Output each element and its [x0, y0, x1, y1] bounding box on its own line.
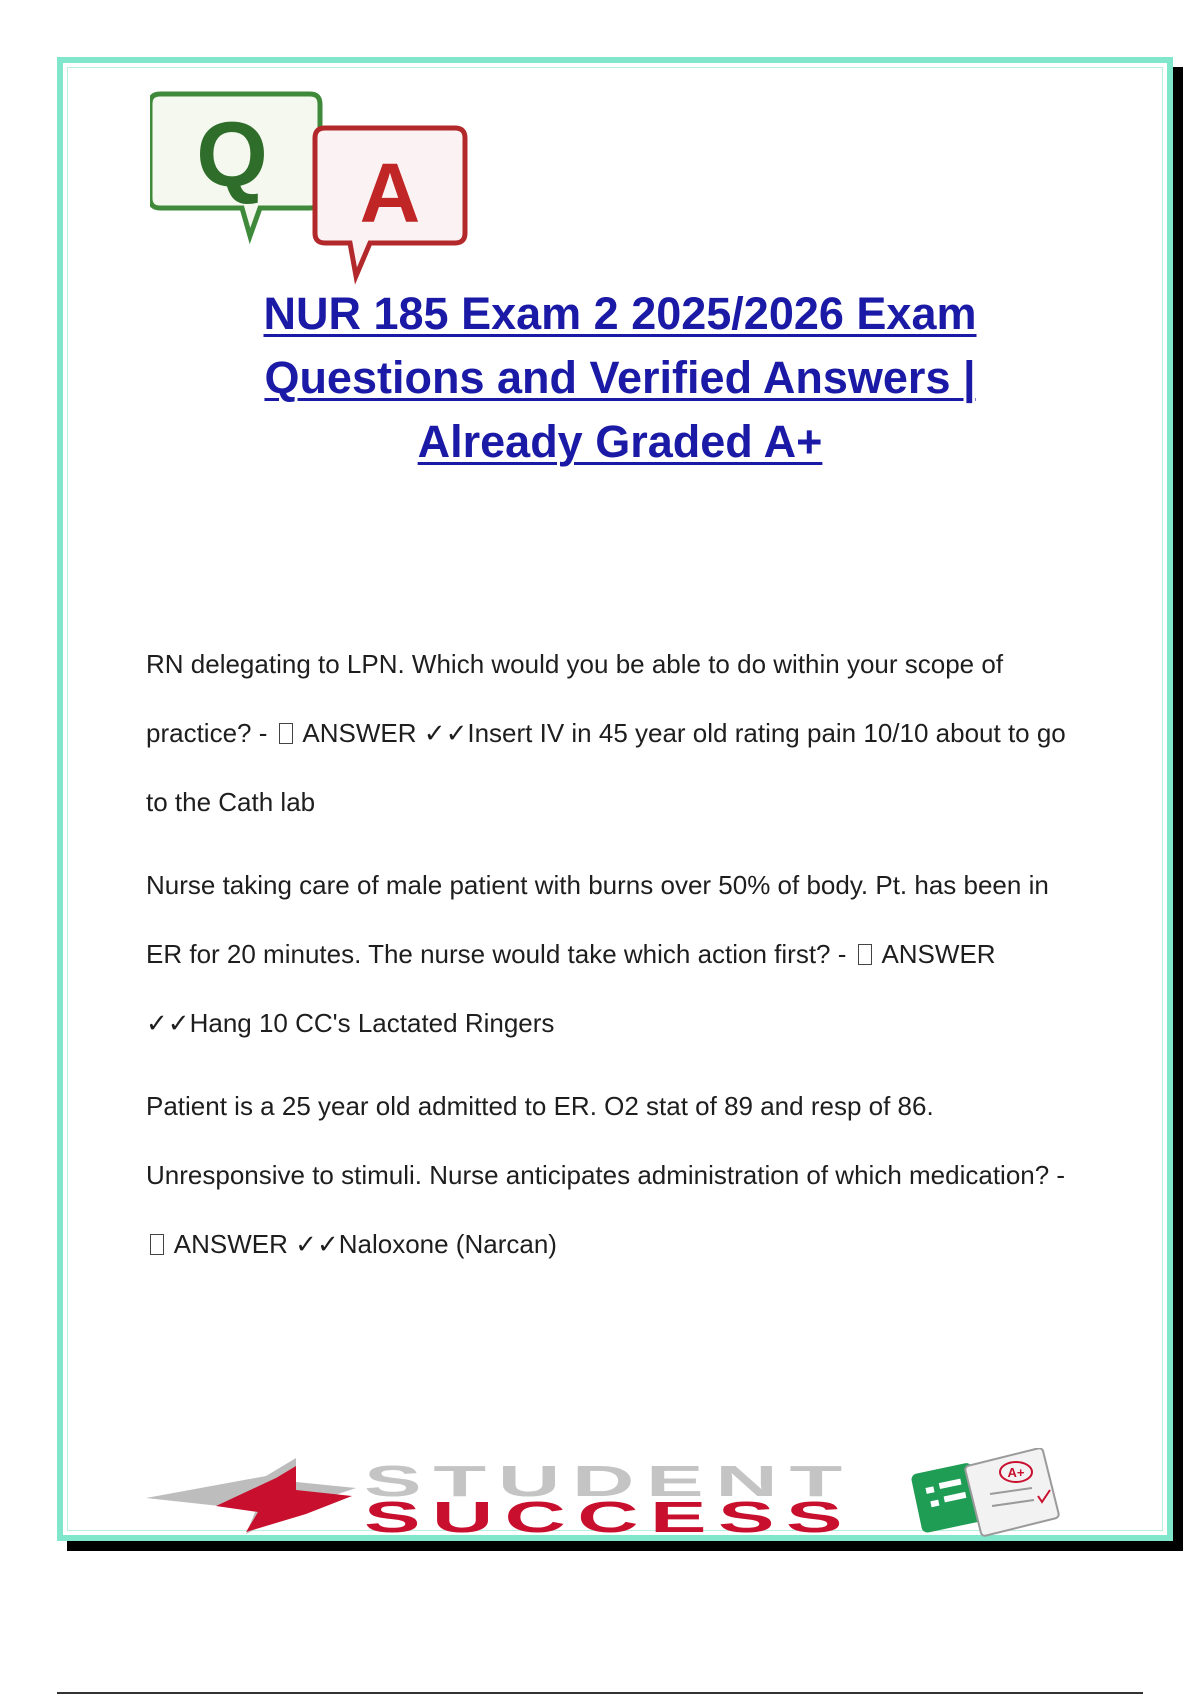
- answer-label: ANSWER: [302, 718, 417, 748]
- grade-badge: A+: [1007, 1465, 1025, 1480]
- page-title[interactable]: [180, 282, 1060, 474]
- student-success-logo: [146, 1448, 1086, 1538]
- title-line-1[interactable]: NUR 185 Exam 2 2025/2026 Exam: [263, 288, 977, 339]
- missing-glyph-icon: [279, 723, 293, 744]
- answer-text: Insert IV in 45 year old rating pain 10/10 about to go to the Cath lab: [146, 718, 1066, 817]
- qa-list: [146, 630, 1086, 1293]
- missing-glyph-icon: [858, 944, 872, 965]
- title-line-3[interactable]: Already Graded A+: [417, 416, 823, 467]
- checkmark-icon: ✓✓: [146, 1008, 190, 1038]
- question-text: Patient is a 25 year old admitted to ER. O2 stat of 89 and resp of 86. Unresponsive to stimuli. Nurse anticipates administration of which medication? -: [146, 1091, 1066, 1190]
- graded-paper-icon: [964, 1448, 1059, 1537]
- checkmark-icon: ✓✓: [423, 718, 468, 748]
- logo-word-student: STUDENT: [364, 1457, 854, 1506]
- logo-star-red: [216, 1466, 352, 1532]
- logo-word-success: SUCCESS: [364, 1493, 854, 1538]
- qa-speech-bubbles-logo: [150, 88, 480, 288]
- qa-item: [146, 630, 1086, 837]
- qa-item: [146, 1072, 1086, 1279]
- answer-text: Naloxone (Narcan): [338, 1229, 557, 1259]
- question-text: RN delegating to LPN. Which would you be able to do within your scope of practice? -: [146, 649, 1004, 748]
- question-text: Nurse taking care of male patient with burns over 50% of body. Pt. has been in ER for 20 minutes. The nurse would take which action first? -: [146, 870, 1049, 969]
- answer-label: ANSWER: [881, 939, 996, 969]
- a-letter: A: [359, 146, 421, 240]
- page-bottom-rule: [57, 1692, 1143, 1694]
- qa-item: [146, 851, 1086, 1058]
- answer-label: ANSWER: [173, 1229, 288, 1259]
- q-letter: Q: [196, 104, 268, 206]
- answer-text: Hang 10 CC's Lactated Ringers: [189, 1008, 555, 1038]
- checkmark-icon: ✓✓: [295, 1229, 339, 1259]
- missing-glyph-icon: [150, 1234, 164, 1255]
- title-line-2[interactable]: Questions and Verified Answers |: [264, 352, 976, 403]
